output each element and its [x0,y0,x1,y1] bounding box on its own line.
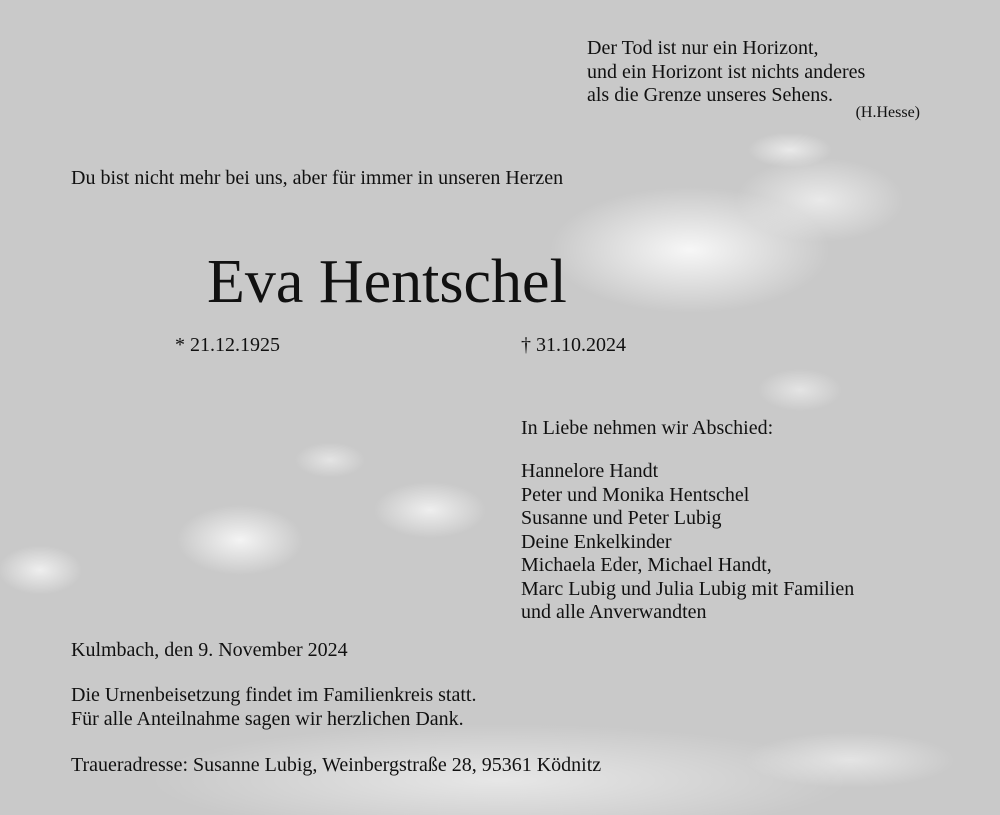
deceased-name: Eva Hentschel [207,248,567,316]
note: Die Urnenbeisetzung findet im Familienkreis statt. [71,684,477,706]
mourner: Hannelore Handt [521,460,659,482]
mourning-address: Traueradresse: Susanne Lubig, Weinbergstraße 28, 95361 Ködnitz [71,754,602,776]
death-date: † 31.10.2024 [521,334,626,356]
farewell: In Liebe nehmen wir Abschied: [521,417,774,439]
note: Für alle Anteilnahme sagen wir herzlichen Dank. [71,707,464,730]
mourner: Susanne und Peter Lubig [521,507,722,529]
quote-line: Der Tod ist nur ein Horizont, [587,37,819,59]
quote-author: (H.Hesse) [855,104,920,121]
mourner: und alle Anverwandten [521,601,707,623]
mourner: Michaela Eder, Michael Handt, [521,554,772,576]
quote-line: als die Grenze unseres Sehens. [587,84,834,106]
motto: Du bist nicht mehr bei uns, aber für immer in unseren Herzen [71,167,564,189]
mourners-list [521,459,854,624]
place-date: Kulmbach, den 9. November 2024 [71,639,348,661]
mourner: Marc Lubig und Julia Lubig mit Familien [521,577,855,600]
quote-line: und ein Horizont ist nichts anderes [587,60,866,83]
notes [71,683,476,730]
birth-date: * 21.12.1925 [175,334,280,356]
mourner: Deine Enkelkinder [521,530,672,553]
mourner: Peter und Monika Hentschel [521,483,750,506]
quote [587,36,865,107]
